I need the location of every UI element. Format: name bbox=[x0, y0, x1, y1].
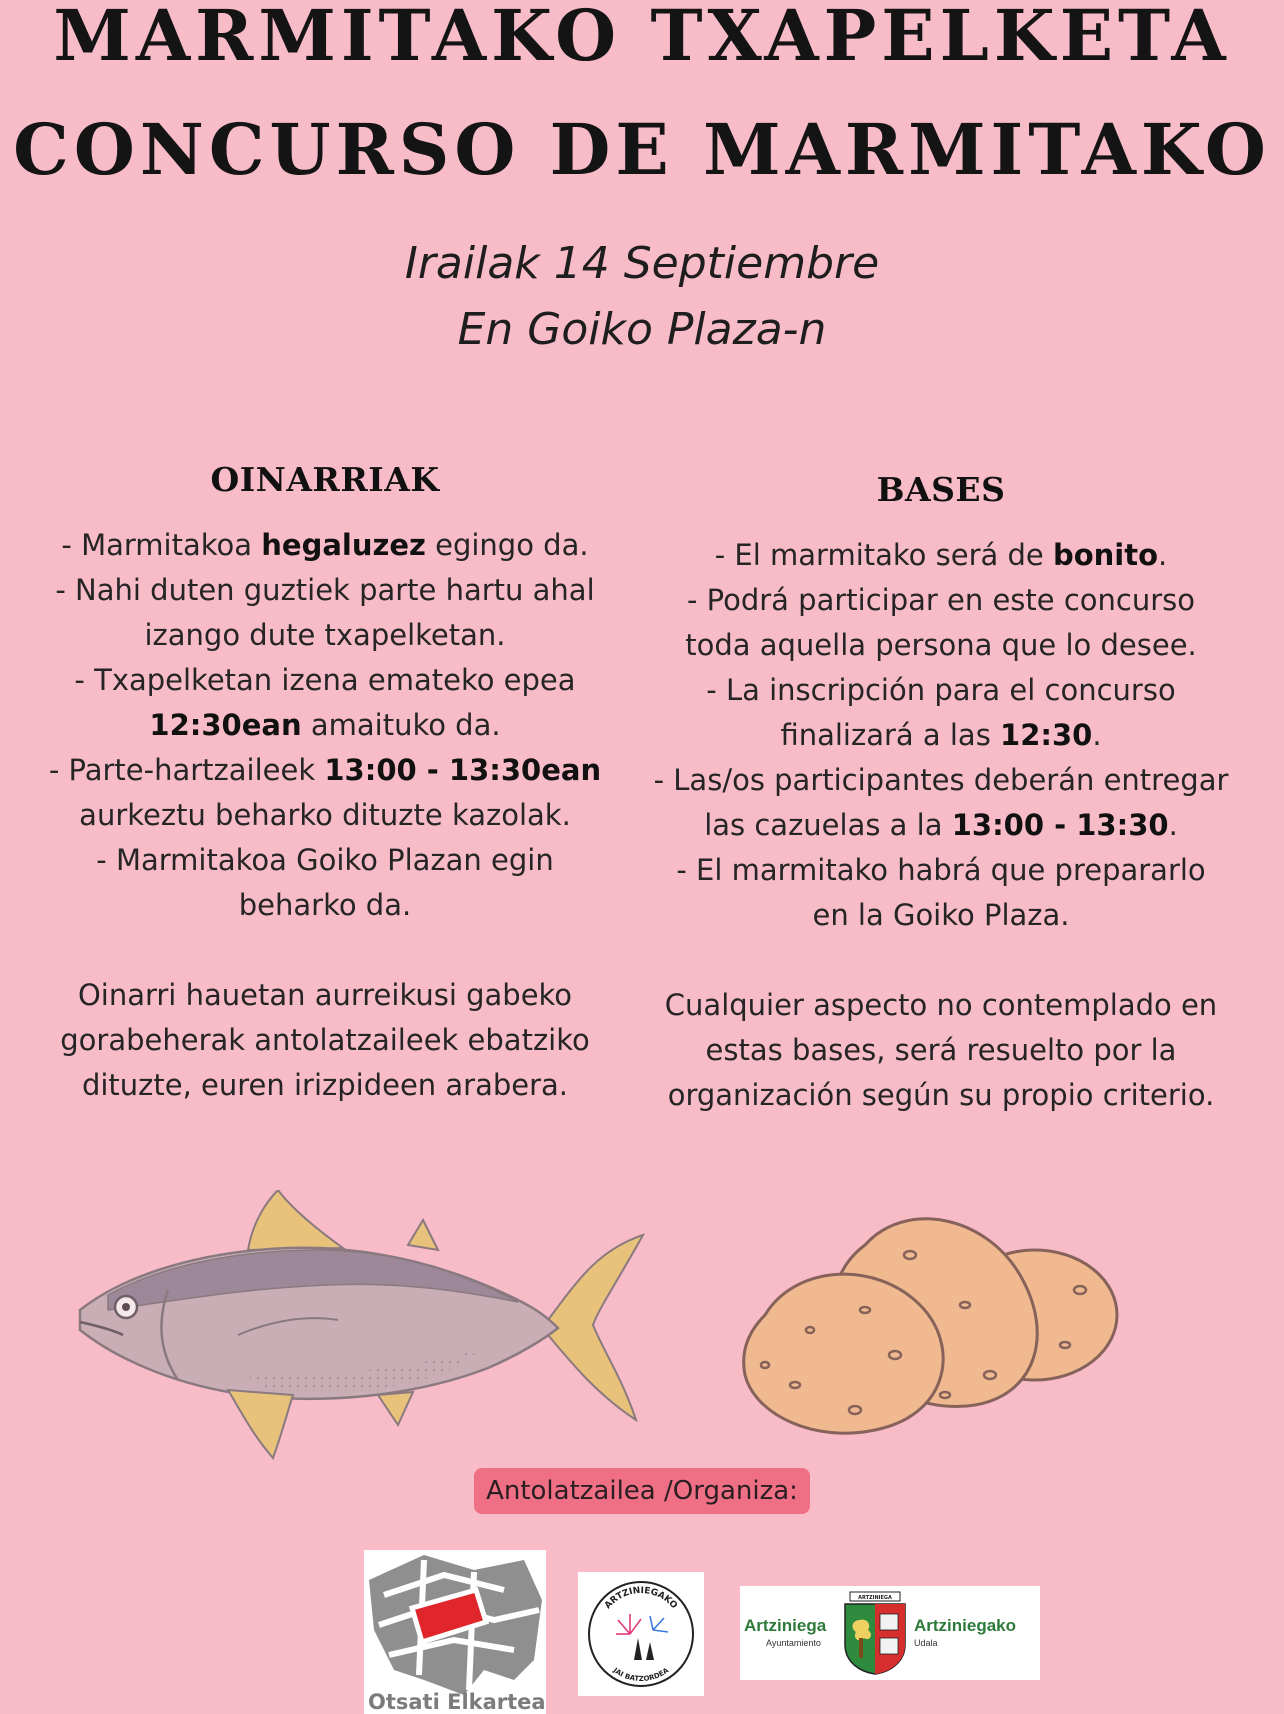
list-item-text: finalizará a las bbox=[780, 718, 1001, 752]
list-item bbox=[636, 578, 1246, 623]
bases-note: Cualquier aspecto no contemplado en estas bases, será resuelto por la organización según su propio criterio. bbox=[664, 988, 1218, 1112]
list-item-text: - Podrá participar en este concurso bbox=[686, 583, 1196, 617]
list-item bbox=[636, 893, 1246, 938]
list-item-text: toda aquella persona que lo desee. bbox=[685, 628, 1197, 662]
list-item-text: las cazuelas a la bbox=[704, 808, 952, 842]
list-item-emphasis: 12:30ean bbox=[149, 708, 302, 742]
event-place: En Goiko Plaza-n bbox=[457, 304, 827, 355]
list-item-text: . bbox=[1092, 718, 1102, 752]
list-item-text: - El marmitako habrá que prepararlo bbox=[676, 853, 1206, 887]
oinarriak-heading: OINARRIAK bbox=[210, 460, 440, 499]
ayto-right-name: Artziniegako bbox=[914, 1616, 1017, 1635]
list-item-text: - La inscripción para el concurso bbox=[706, 673, 1176, 707]
oinarriak-note: Oinarri hauetan aurreikusi gabeko gorabeherak antolatzaileek ebatziko dituzte, euren irizpideen arabera. bbox=[60, 978, 590, 1102]
list-item bbox=[40, 523, 610, 568]
organizer-label: Antolatzailea /Organiza: bbox=[474, 1468, 810, 1514]
list-item-text: - Marmitakoa Goiko Plazan egin bbox=[96, 843, 554, 877]
list-item-text: . bbox=[1168, 808, 1178, 842]
bases-heading: BASES bbox=[876, 470, 1006, 509]
list-item-emphasis: 13:00 - 13:30ean bbox=[324, 753, 602, 787]
oinarriak-list bbox=[40, 523, 610, 928]
list-item bbox=[636, 848, 1246, 893]
bases-list bbox=[636, 533, 1246, 938]
list-item-text: izango dute txapelketan. bbox=[144, 618, 506, 652]
list-item bbox=[636, 668, 1246, 713]
list-item-text: - Marmitakoa bbox=[61, 528, 262, 562]
list-item bbox=[636, 713, 1246, 758]
artziniega-crest bbox=[840, 1590, 910, 1676]
list-item-text: en la Goiko Plaza. bbox=[812, 898, 1070, 932]
list-item-emphasis: 13:00 - 13:30 bbox=[951, 808, 1169, 842]
list-item-text: amaituko da. bbox=[301, 708, 501, 742]
list-item bbox=[636, 803, 1246, 848]
list-item-text: aurkeztu beharko dituzte kazolak. bbox=[79, 798, 571, 832]
title-spanish: CONCURSO DE MARMITAKO bbox=[13, 108, 1271, 191]
tuna-fish-illustration bbox=[78, 1190, 648, 1460]
otsati-logo-text: Otsati Elkartea bbox=[368, 1690, 546, 1714]
event-date: Irailak 14 Septiembre bbox=[404, 238, 880, 289]
ayto-left-sub: Ayuntamiento bbox=[766, 1638, 821, 1648]
list-item-text: - Las/os participantes deberán entregar bbox=[653, 763, 1229, 797]
list-item-emphasis: hegaluzez bbox=[261, 528, 426, 562]
list-item bbox=[40, 613, 610, 658]
list-item bbox=[636, 623, 1246, 668]
ayto-right-sub: Udala bbox=[914, 1638, 938, 1648]
list-item-text: - Parte-hartzaileek bbox=[48, 753, 325, 787]
list-item bbox=[636, 758, 1246, 803]
list-item-text: . bbox=[1158, 538, 1168, 572]
list-item bbox=[40, 883, 610, 928]
potatoes-illustration bbox=[735, 1205, 1155, 1445]
list-item-text: - El marmitako será de bbox=[714, 538, 1053, 572]
crest-banner-text: ARTZINIEGA bbox=[858, 1595, 892, 1601]
artziniega-ayuntamiento-logo bbox=[740, 1586, 1040, 1680]
list-item bbox=[40, 568, 610, 613]
list-item-text: egingo da. bbox=[425, 528, 589, 562]
list-item bbox=[636, 533, 1246, 578]
list-item bbox=[40, 703, 610, 748]
jai-batzordea-logo bbox=[578, 1572, 704, 1696]
list-item bbox=[40, 658, 610, 703]
list-item-emphasis: bonito bbox=[1052, 538, 1159, 572]
list-item bbox=[40, 838, 610, 883]
jai-logo-top-text: ARTZINIEGAKO bbox=[603, 1585, 679, 1612]
otsati-map-icon bbox=[364, 1550, 546, 1700]
list-item bbox=[40, 793, 610, 838]
oinarriak-column bbox=[40, 460, 610, 1108]
list-item-text: - Txapelketan izena emateko epea bbox=[74, 663, 576, 697]
list-item bbox=[40, 748, 610, 793]
bases-column bbox=[636, 470, 1246, 1118]
ayto-left-name: Artziniega bbox=[744, 1616, 827, 1635]
list-item-text: beharko da. bbox=[238, 888, 412, 922]
otsati-logo bbox=[364, 1550, 546, 1714]
list-item-emphasis: 12:30 bbox=[1000, 718, 1093, 752]
title-basque: MARMITAKO TXAPELKETA bbox=[53, 0, 1231, 77]
jai-logo-bottom-text: JAI BATZORDEA bbox=[611, 1666, 671, 1684]
list-item-text: - Nahi duten guztiek parte hartu ahal bbox=[55, 573, 595, 607]
